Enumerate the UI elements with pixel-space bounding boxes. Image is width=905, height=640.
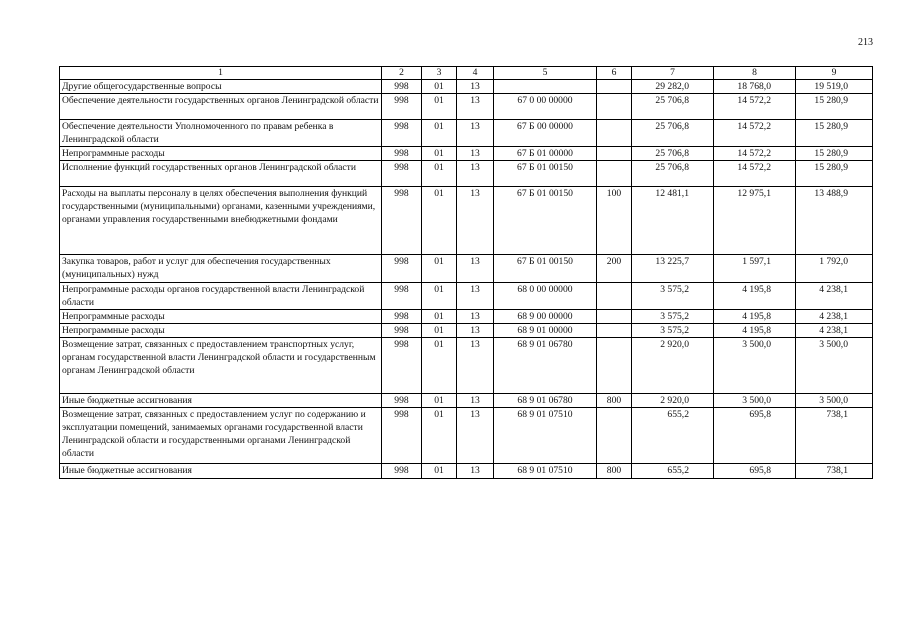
cell-amount: 4 238,1 [796,324,873,338]
column-header: 5 [494,67,597,80]
cell-code: 200 [597,255,632,283]
cell-amount: 12 481,1 [632,187,714,255]
cell-name: Непрограммные расходы [60,324,382,338]
cell-code: 800 [597,464,632,479]
page-number: 213 [858,37,873,48]
cell-code: 01 [422,80,457,94]
cell-code: 01 [422,310,457,324]
cell-name: Непрограммные расходы [60,310,382,324]
table-row [60,338,873,394]
column-header: 9 [796,67,873,80]
cell-code: 998 [382,147,422,161]
column-header: 3 [422,67,457,80]
cell-code [597,80,632,94]
cell-code [597,338,632,394]
cell-code: 67 Б 01 00150 [494,255,597,283]
column-header: 6 [597,67,632,80]
cell-code: 67 0 00 00000 [494,94,597,120]
cell-amount: 1 597,1 [714,255,796,283]
cell-code: 13 [457,147,494,161]
cell-code: 01 [422,394,457,408]
cell-amount: 25 706,8 [632,120,714,147]
cell-amount: 4 238,1 [796,283,873,310]
cell-amount: 4 195,8 [714,283,796,310]
cell-code: 998 [382,161,422,187]
cell-amount: 13 488,9 [796,187,873,255]
cell-amount: 25 706,8 [632,94,714,120]
table-row [60,324,873,338]
cell-code: 01 [422,147,457,161]
cell-code: 13 [457,161,494,187]
cell-code: 998 [382,94,422,120]
cell-amount: 3 575,2 [632,283,714,310]
cell-amount: 14 572,2 [714,94,796,120]
cell-amount: 15 280,9 [796,94,873,120]
cell-code: 01 [422,283,457,310]
cell-name: Расходы на выплаты персоналу в целях обеспечения выполнения функций государственными (муниципальными) органами, казенными учреждениями, органами управления государственными внебюджетными фондами [60,187,382,255]
cell-amount: 15 280,9 [796,147,873,161]
cell-amount: 13 225,7 [632,255,714,283]
cell-name: Исполнение функций государственных органов Ленинградской области [60,161,382,187]
cell-code: 68 9 01 07510 [494,464,597,479]
cell-amount: 695,8 [714,464,796,479]
cell-code: 998 [382,80,422,94]
cell-amount: 19 519,0 [796,80,873,94]
column-header: 1 [60,67,382,80]
cell-amount: 3 575,2 [632,324,714,338]
cell-code: 998 [382,120,422,147]
cell-code: 998 [382,338,422,394]
cell-code: 100 [597,187,632,255]
cell-code: 68 9 01 07510 [494,408,597,464]
cell-code: 67 Б 00 00000 [494,120,597,147]
cell-amount: 18 768,0 [714,80,796,94]
header-row [60,67,873,80]
cell-amount: 12 975,1 [714,187,796,255]
table-row [60,161,873,187]
cell-code: 998 [382,187,422,255]
cell-code [597,283,632,310]
table-row [60,464,873,479]
cell-code: 01 [422,187,457,255]
cell-code: 13 [457,187,494,255]
cell-name: Иные бюджетные ассигнования [60,394,382,408]
cell-code [597,161,632,187]
cell-code: 68 9 01 06780 [494,338,597,394]
table-row [60,147,873,161]
column-header: 2 [382,67,422,80]
cell-amount: 25 706,8 [632,147,714,161]
cell-code: 01 [422,161,457,187]
cell-code: 68 9 00 00000 [494,310,597,324]
cell-amount: 14 572,2 [714,120,796,147]
cell-amount: 25 706,8 [632,161,714,187]
table-body [60,80,873,479]
cell-amount: 14 572,2 [714,147,796,161]
cell-amount: 3 500,0 [714,338,796,394]
table-row [60,120,873,147]
column-header: 7 [632,67,714,80]
cell-code [597,310,632,324]
cell-amount: 695,8 [714,408,796,464]
table-row [60,408,873,464]
table-row [60,94,873,120]
cell-code: 67 Б 01 00150 [494,161,597,187]
cell-code [597,120,632,147]
cell-code [494,80,597,94]
column-header: 8 [714,67,796,80]
cell-code: 13 [457,408,494,464]
table-row [60,187,873,255]
cell-amount: 738,1 [796,408,873,464]
cell-code: 67 Б 01 00150 [494,187,597,255]
cell-code: 01 [422,464,457,479]
cell-amount: 4 195,8 [714,324,796,338]
cell-code: 13 [457,310,494,324]
cell-code: 68 0 00 00000 [494,283,597,310]
cell-amount: 2 920,0 [632,394,714,408]
cell-code: 13 [457,338,494,394]
cell-code: 01 [422,324,457,338]
budget-table [59,66,873,479]
cell-code: 998 [382,394,422,408]
cell-name: Обеспечение деятельности Уполномоченного по правам ребенка в Ленинградской области [60,120,382,147]
cell-code [597,324,632,338]
cell-name: Иные бюджетные ассигнования [60,464,382,479]
cell-code [597,94,632,120]
cell-code: 68 9 01 06780 [494,394,597,408]
cell-code: 01 [422,120,457,147]
cell-amount: 14 572,2 [714,161,796,187]
cell-name: Непрограммные расходы органов государственной власти Ленинградской области [60,283,382,310]
cell-amount: 29 282,0 [632,80,714,94]
cell-code: 998 [382,283,422,310]
cell-amount: 655,2 [632,408,714,464]
cell-name: Возмещение затрат, связанных с предоставлением услуг по содержанию и эксплуатации помещений, занимаемых органами государственной власти Ленинградской области и государственными органами Ленинградской области [60,408,382,464]
cell-name: Обеспечение деятельности государственных органов Ленинградской области [60,94,382,120]
cell-amount: 3 575,2 [632,310,714,324]
cell-amount: 655,2 [632,464,714,479]
cell-amount: 738,1 [796,464,873,479]
table-row [60,255,873,283]
cell-code: 67 Б 01 00000 [494,147,597,161]
cell-code: 13 [457,283,494,310]
cell-code: 13 [457,394,494,408]
cell-code: 998 [382,464,422,479]
cell-name: Другие общегосударственные вопросы [60,80,382,94]
cell-amount: 4 195,8 [714,310,796,324]
cell-name: Возмещение затрат, связанных с предоставлением транспортных услуг, органам государственной власти Ленинградской области и государственным органам Ленинградской области [60,338,382,394]
cell-code [597,147,632,161]
table-row [60,394,873,408]
cell-amount: 3 500,0 [796,338,873,394]
cell-code: 998 [382,408,422,464]
cell-code: 01 [422,408,457,464]
cell-name: Непрограммные расходы [60,147,382,161]
cell-code: 01 [422,255,457,283]
column-header: 4 [457,67,494,80]
cell-code: 13 [457,255,494,283]
cell-amount: 2 920,0 [632,338,714,394]
cell-code: 800 [597,394,632,408]
cell-name: Закупка товаров, работ и услуг для обеспечения государственных (муниципальных) нужд [60,255,382,283]
cell-amount: 4 238,1 [796,310,873,324]
cell-amount: 15 280,9 [796,120,873,147]
table-row [60,283,873,310]
cell-code: 68 9 01 00000 [494,324,597,338]
cell-code: 13 [457,120,494,147]
table-row [60,310,873,324]
cell-amount: 3 500,0 [796,394,873,408]
cell-code: 13 [457,94,494,120]
cell-code: 01 [422,94,457,120]
cell-amount: 3 500,0 [714,394,796,408]
cell-code: 01 [422,338,457,394]
cell-amount: 1 792,0 [796,255,873,283]
cell-code [597,408,632,464]
cell-code: 13 [457,80,494,94]
cell-code: 998 [382,324,422,338]
cell-code: 13 [457,464,494,479]
cell-code: 13 [457,324,494,338]
cell-code: 998 [382,310,422,324]
cell-amount: 15 280,9 [796,161,873,187]
cell-code: 998 [382,255,422,283]
table-row [60,80,873,94]
